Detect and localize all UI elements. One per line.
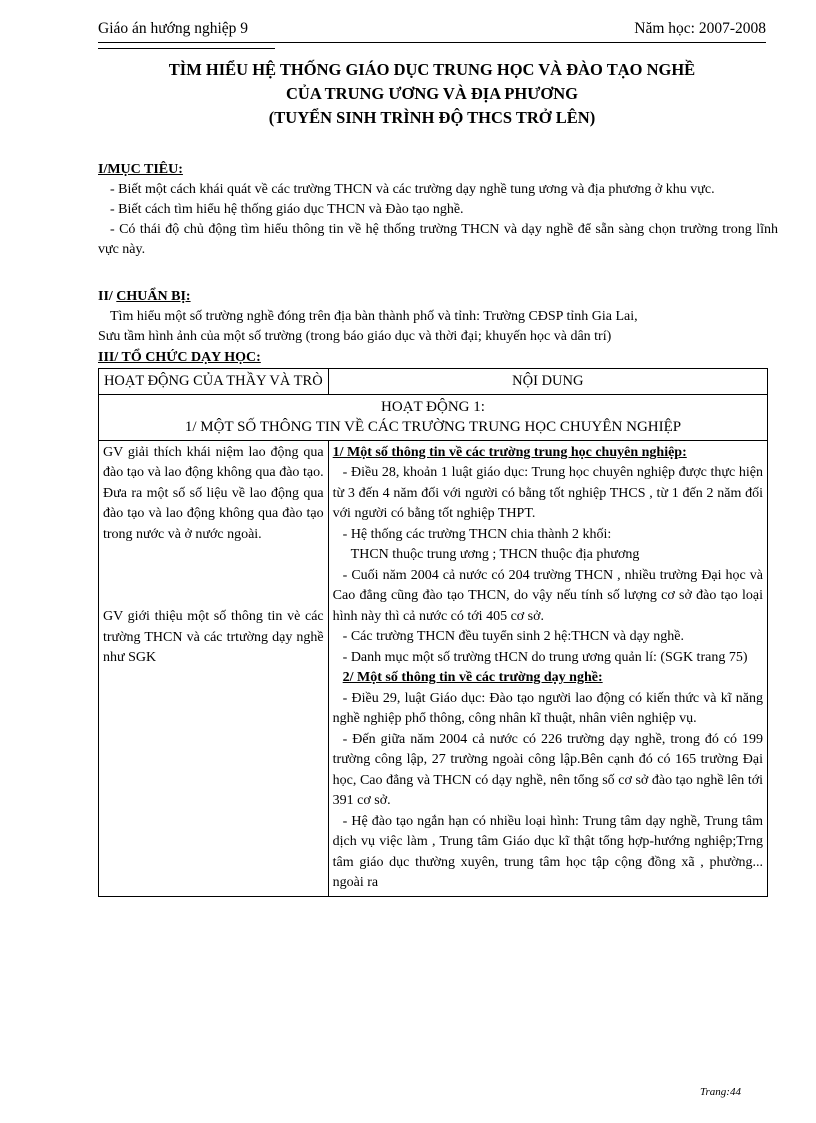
content-paragraph: - Cuối năm 2004 cả nước có 204 trường THCN , nhiều trường Đại học và Cao đẳng cũng đào tạo THCN, do vậy nếu tính số lượng cơ sở đào tạo loại hình này thì cả nước có tới 405 cơ sở. (332, 567, 763, 624)
column-header-activities: HOẠT ĐỘNG CỦA THẦY VÀ TRÒ (99, 369, 329, 395)
section-preparation-title: CHUẨN BỊ: (116, 289, 191, 304)
activity-title: HOẠT ĐỘNG 1: (381, 398, 485, 415)
table-header-row (99, 369, 768, 395)
title-line-1: TÌM HIỂU HỆ THỐNG GIÁO DỤC TRUNG HỌC VÀ ĐÀO TẠO NGHỀ (168, 60, 696, 79)
objective-item: - Biết một cách khái quát về các trường THCN và các trường dạy nghề tung ương và địa phương ở khu vực. (110, 182, 715, 197)
content-subheading: 2/ Một số thông tin về các trường dạy nghề: (342, 670, 603, 685)
preparation-item: Sưu tầm hình ảnh của một số trường (trong báo giáo dục và thời đại; khuyến học và dân trí) (98, 329, 612, 344)
preparation-item: Tìm hiểu một số trường nghề đóng trên địa bàn thành phố và tỉnh: Trường CĐSP tỉnh Gia Lai, (110, 309, 638, 324)
lesson-content (328, 440, 767, 896)
objective-item: - Biết cách tìm hiểu hệ thống giáo dục THCN và Đào tạo nghề. (110, 202, 464, 217)
header-course: Giáo án hướng nghiệp 9 (98, 20, 249, 37)
lesson-table (98, 368, 768, 897)
content-paragraph: - Các trường THCN đều tuyển sinh 2 hệ:THCN và dạy nghề. (342, 629, 684, 644)
content-paragraph: - Điều 28, khoản 1 luật giáo dục: Trung học chuyên nghiệp được thực hiện từ 3 đến 4 năm đối với người có bằng tốt nghiệp THCS , từ 1 đến 2 năm đối với người có bằng tốt nghiệp THPT. (332, 465, 763, 521)
content-subheading: 1/ Một số thông tin về các trường trung học chuyên nghiệp: (332, 444, 687, 460)
content-paragraph: - Hệ đào tạo ngắn hạn có nhiều loại hình: Trung tâm dạy nghề, Trung tâm dịch vụ việc làm , Trung tâm Giáo dục kĩ thật tổng hợp-hướng nghiệp;Trng tâm giáo dục thường xuyên, trung tâm học tập cộng đồng xã , phường... ngoài ra (332, 813, 763, 890)
content-paragraph: - Danh mục một số trường tHCN do trung ương quản lí: (SGK trang 75) (342, 649, 748, 665)
content-paragraph: - Hệ thống các trường THCN chia thành 2 khối: (342, 526, 612, 542)
page-title (98, 58, 766, 130)
table-row (99, 440, 768, 896)
section-organization-heading: III/ TỔ CHỨC DẠY HỌC: (98, 350, 261, 365)
content-paragraph: - Điều 29, luật Giáo dục: Đào tạo người lao động có kiến thức và kĩ năng nghề nghiệp phổ thông, công nhân kĩ thuật, nhân viên nghiệp vụ. (332, 690, 763, 726)
content-paragraph: - Đến giữa năm 2004 cả nước có 226 trường dạy nghề, trong đó có 199 trường công lập, 27 trường ngoài công lập.Bên cạnh đó có 165 trường Đại học, Cao đẳng và THCN có dạy nghề, nên tổng số cơ sở đào tạo nghề lên tới 391 cơ sở. (332, 731, 763, 808)
left-paragraph: GV giải thích khái niệm lao động qua đào tạo và lao động không qua đào tạo. Đưa ra một số số liệu về lao động qua đào tạo và lao động không qua đào tạo trong nước và ở nước ngoài. (103, 444, 324, 542)
section-objectives (98, 160, 778, 260)
activity-heading-row (99, 394, 768, 440)
section-preparation-prefix: II/ (98, 289, 117, 304)
content-paragraph: THCN thuộc trung ương ; THCN thuộc địa phương (350, 547, 640, 562)
left-paragraph: GV giới thiệu một số thông tin vè các trường THCN và các trtường dạy nghề như SGK (103, 609, 324, 665)
page-number: Trang:44 (700, 1086, 741, 1098)
page-header (98, 20, 766, 43)
section-objectives-heading: I/MỤC TIÊU: (98, 162, 183, 177)
title-line-3: (TUYỂN SINH TRÌNH ĐỘ THCS TRỞ LÊN) (268, 108, 596, 127)
section-preparation-heading (98, 287, 778, 307)
section-organization (98, 348, 778, 368)
objective-item: - Có thái độ chủ động tìm hiểu thông tin về hệ thống trường THCN và dạy nghề để sẵn sàng chọn trường trong lĩnh vực này. (98, 222, 778, 257)
teacher-student-activities (99, 440, 329, 896)
section-preparation (98, 287, 778, 347)
column-header-content: NỘI DUNG (328, 369, 767, 395)
header-underline (98, 48, 275, 49)
title-line-2: CỦA TRUNG ƯƠNG VÀ ĐỊA PHƯƠNG (286, 84, 578, 103)
activity-heading-cell (99, 394, 768, 440)
header-school-year: Năm học: 2007-2008 (634, 20, 766, 37)
activity-subtitle: 1/ MỘT SỐ THÔNG TIN VỀ CÁC TRƯỜNG TRUNG HỌC CHUYÊN NGHIỆP (184, 419, 682, 435)
